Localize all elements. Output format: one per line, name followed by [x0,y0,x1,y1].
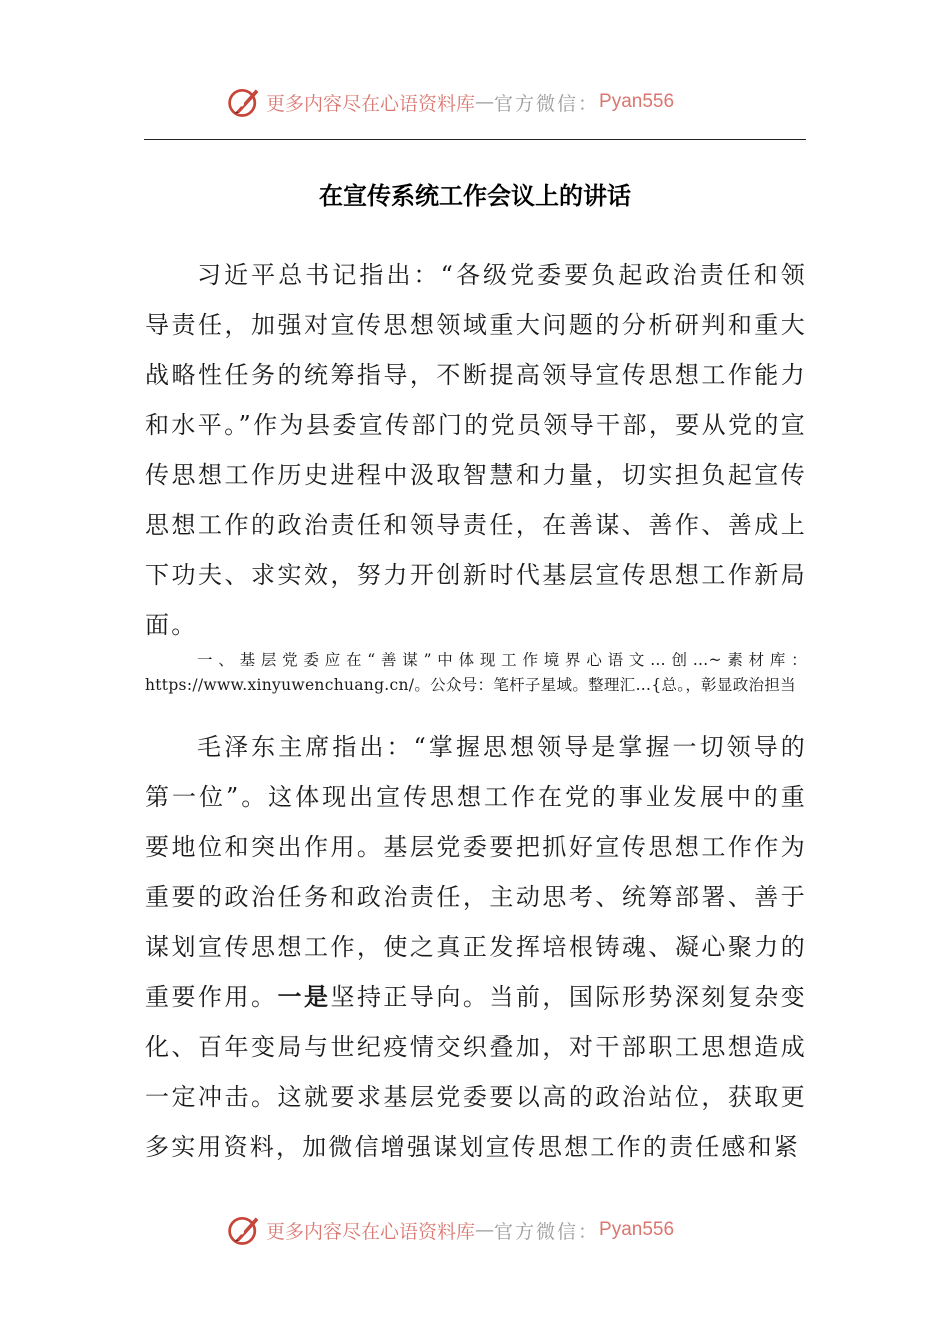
paragraph-2-text-b: 坚持正导向。当前，国际形势深刻复杂变化、百年变局与世纪疫情交织叠加，对干部职工思想造成一定冲击。这就要求基层党委要以高的政治站位，获取更多实用资料，加微信增强谋划宣传思想工作的责任感和紧 [145,983,807,1161]
header-divider [144,139,806,140]
footer-banner-content [226,1210,674,1250]
paragraph-1: 习近平总书记指出：“各级党委要负起政治责任和领导责任，加强对宣传思想领域重大问题的分析研判和重大战略性任务的统筹指导，不断提高领导宣传思想工作能力和水平。”作为县委宣传部门的党员领导干部，要从党的宣传思想工作历史进程中汲取智慧和力量，切实担负起宣传思想工作的政治责任和领导责任，在善谋、善作、善成上下功夫、求实效，努力开创新时代基层宣传思想工作新局面。 [145,261,807,639]
paragraph-2-text-a: 毛泽东主席指出：“掌握思想领导是掌握一切领导的第一位”。这体现出宣传思想工作在党的事业发展中的重要地位和突出作用。基层党委要把抓好宣传思想工作作为重要的政治任务和政治责任，主动思考、统筹部署、善于谋划宣传思想工作，使之真正发挥培根铸魂、凝心聚力的重要作用。 [145,733,807,1011]
paragraph-2-emphasis: 一是 [277,983,331,1011]
header-banner [0,82,950,122]
footer-banner-wechat-label: 官方微信： [494,1220,600,1243]
footer-banner-dash: — [475,1219,495,1241]
banner-dash: — [475,91,495,113]
banner-wechat-id: Pyan556 [599,91,675,112]
paragraph-2 [145,722,807,1172]
footer-banner-wechat-id: Pyan556 [599,1219,675,1240]
banner-content [226,82,674,122]
banner-text: 更多内容尽在心语资料库 [266,92,476,115]
document-title: 在宣传系统工作会议上的讲话 [319,182,631,210]
section-heading-note: 一、基层党委应在“善谋”中体现工作境界心语文…创…~素材库：https://www.xinyuwenchuang.cn/。公众号：笔杆子星域。整理汇…{总。，彰显政治担当 [145,651,807,694]
footer-banner-text: 更多内容尽在心语资料库 [266,1220,476,1243]
pen-logo-icon [226,84,262,120]
footer-banner [0,1210,950,1250]
pen-logo-icon [226,1212,262,1248]
banner-wechat-label: 官方微信： [494,92,600,115]
